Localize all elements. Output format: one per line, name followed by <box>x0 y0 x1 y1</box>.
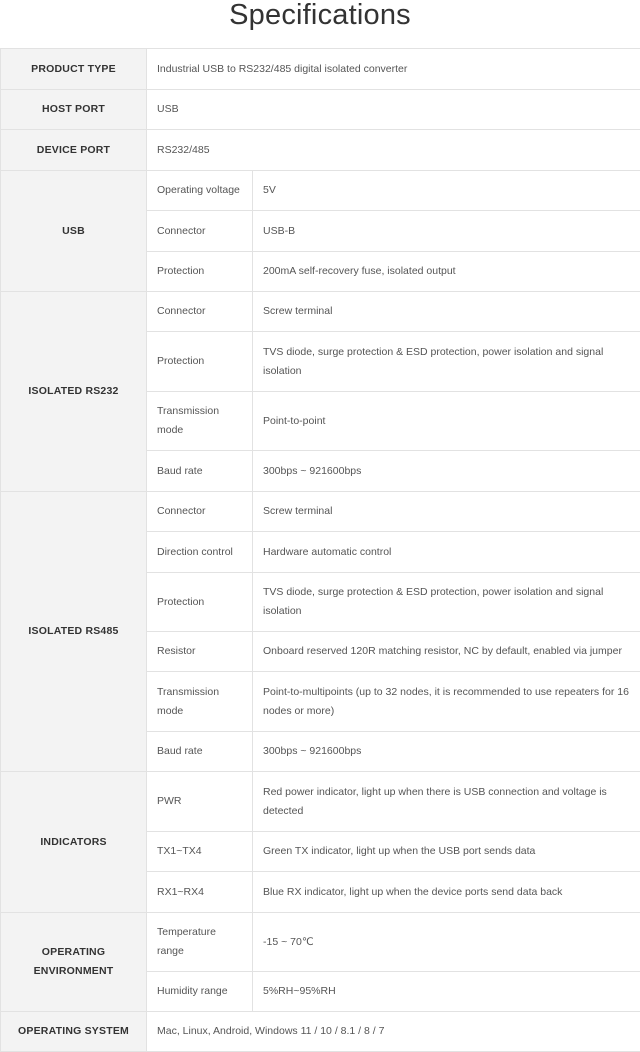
spec-key: Humidity range <box>147 972 253 1012</box>
spec-key: Baud rate <box>147 451 253 492</box>
operating-system-value: Mac, Linux, Android, Windows 11 / 10 / 8.1 / 8 / 7 <box>147 1012 640 1052</box>
spec-key: Baud rate <box>147 732 253 772</box>
table-row <box>1 171 640 211</box>
spec-key: Transmission mode <box>147 392 253 451</box>
spec-key: Protection <box>147 332 253 392</box>
spec-key: Protection <box>147 573 253 632</box>
spec-key: Resistor <box>147 632 253 672</box>
spec-key: Transmission mode <box>147 672 253 732</box>
table-row <box>1 49 640 90</box>
spec-value: -15 ~ 70℃ <box>253 913 640 972</box>
device-port-value: RS232/485 <box>147 130 640 171</box>
specifications-table <box>0 48 640 1052</box>
spec-value: USB-B <box>253 211 640 252</box>
spec-value: Screw terminal <box>253 492 640 532</box>
spec-key: Connector <box>147 211 253 252</box>
table-row <box>1 292 640 332</box>
host-port-value: USB <box>147 90 640 130</box>
spec-key: PWR <box>147 772 253 832</box>
spec-value: TVS diode, surge protection & ESD protection, power isolation and signal isolation <box>253 332 640 392</box>
row-header-device-port: DEVICE PORT <box>1 130 147 171</box>
spec-key: RX1~RX4 <box>147 872 253 913</box>
table-row <box>1 913 640 972</box>
spec-key: Operating voltage <box>147 171 253 211</box>
spec-value: Onboard reserved 120R matching resistor, NC by default, enabled via jumper <box>253 632 640 672</box>
spec-value: 5%RH~95%RH <box>253 972 640 1012</box>
spec-value: Hardware automatic control <box>253 532 640 573</box>
table-row <box>1 130 640 171</box>
spec-value: TVS diode, surge protection & ESD protection, power isolation and signal isolation <box>253 573 640 632</box>
table-row <box>1 90 640 130</box>
spec-value: Blue RX indicator, light up when the device ports send data back <box>253 872 640 913</box>
spec-key: TX1~TX4 <box>147 832 253 872</box>
spec-key: Protection <box>147 252 253 292</box>
table-row <box>1 492 640 532</box>
spec-value: Green TX indicator, light up when the USB port sends data <box>253 832 640 872</box>
spec-value: Point-to-multipoints (up to 32 nodes, it is recommended to use repeaters for 16 nodes or more) <box>253 672 640 732</box>
spec-key: Temperature range <box>147 913 253 972</box>
spec-value: Screw terminal <box>253 292 640 332</box>
row-header-product-type: PRODUCT TYPE <box>1 49 147 90</box>
row-header-isolated-rs232: ISOLATED RS232 <box>1 292 147 492</box>
spec-value: Red power indicator, light up when there is USB connection and voltage is detected <box>253 772 640 832</box>
spec-value: 5V <box>253 171 640 211</box>
spec-key: Connector <box>147 492 253 532</box>
row-header-operating-system: OPERATING SYSTEM <box>1 1012 147 1052</box>
product-type-value: Industrial USB to RS232/485 digital isolated converter <box>147 49 640 90</box>
row-header-operating-environment: OPERATING ENVIRONMENT <box>1 913 147 1012</box>
spec-key: Direction control <box>147 532 253 573</box>
row-header-indicators: INDICATORS <box>1 772 147 913</box>
spec-value: 300bps ~ 921600bps <box>253 451 640 492</box>
row-header-usb: USB <box>1 171 147 292</box>
spec-value: 200mA self-recovery fuse, isolated output <box>253 252 640 292</box>
table-row <box>1 1012 640 1052</box>
spec-value: 300bps ~ 921600bps <box>253 732 640 772</box>
row-header-isolated-rs485: ISOLATED RS485 <box>1 492 147 772</box>
spec-key: Connector <box>147 292 253 332</box>
table-row <box>1 772 640 832</box>
page-title: Specifications <box>229 0 411 31</box>
row-header-host-port: HOST PORT <box>1 90 147 130</box>
spec-value: Point-to-point <box>253 392 640 451</box>
